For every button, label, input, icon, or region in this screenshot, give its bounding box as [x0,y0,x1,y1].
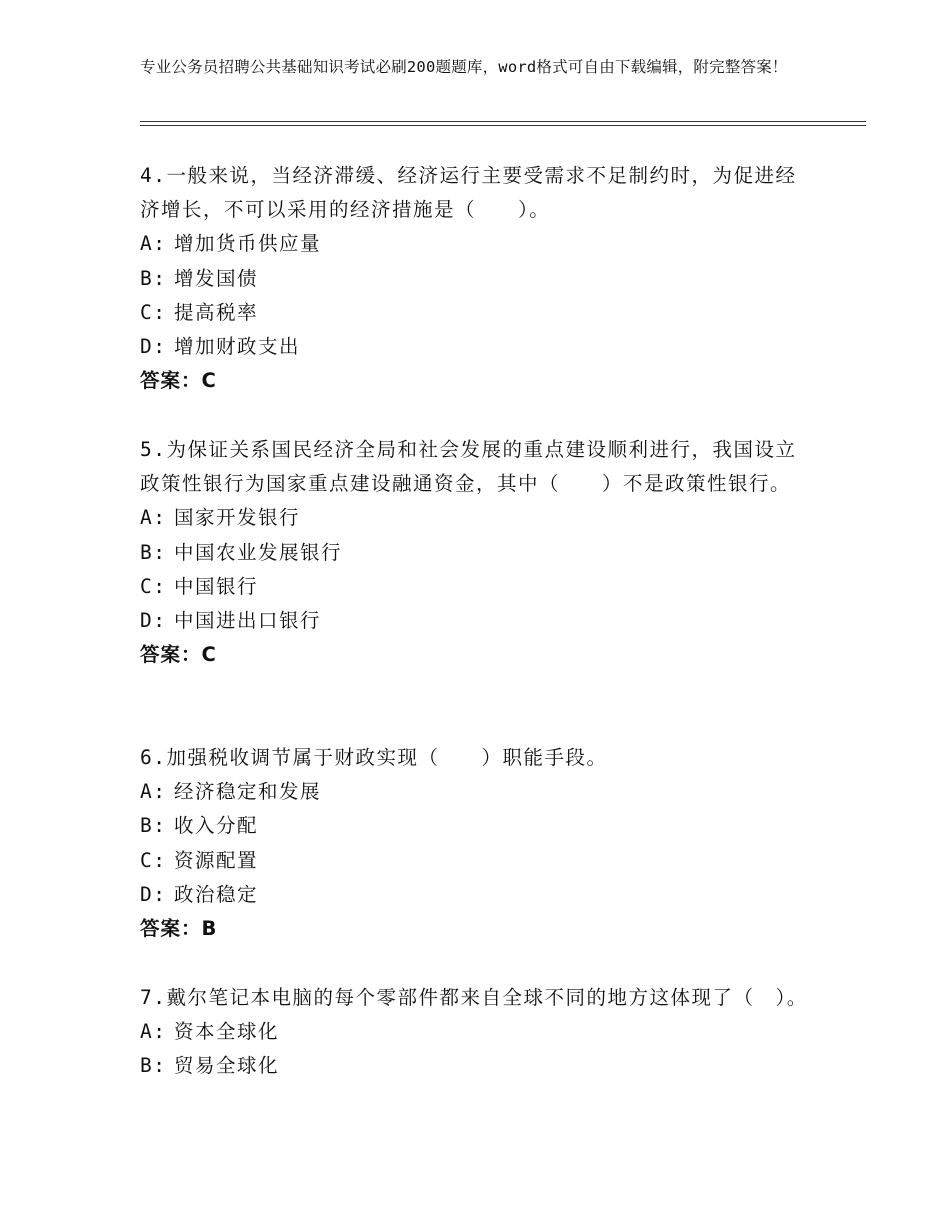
question-4 [140,159,810,398]
option-text: 资源配置 [174,848,259,872]
option-label: D: [140,882,167,906]
option-text: 增加货币供应量 [174,232,322,256]
question-stem: 5.为保证关系国民经济全局和社会发展的重点建设顺利进行，我国设立政策性银行为国家重点建设融通资金，其中（ ）不是政策性银行。 [140,438,797,496]
option-text: 政治稳定 [174,882,259,906]
option-text: 增发国债 [174,266,259,290]
header-divider-bottom [140,125,866,126]
header-divider-top [140,121,866,122]
option-a [140,775,810,809]
question-stem: 4.一般来说，当经济滞缓、经济运行主要受需求不足制约时，为促进经济增长，不可以采用的经济措施是（ ）。 [140,164,797,222]
option-label: B: [140,1054,167,1078]
option-c [140,296,810,330]
option-text: 中国银行 [174,574,259,598]
option-text: 收入分配 [174,814,259,838]
question-5 [140,433,810,672]
option-b [140,262,810,296]
option-b [140,1049,810,1083]
option-label: C: [140,300,167,324]
option-label: B: [140,814,167,838]
question-stem: 6.加强税收调节属于财政实现（ ）职能手段。 [140,746,608,769]
option-label: A: [140,780,167,804]
answer: 答案：B [140,917,218,941]
option-c [140,844,810,878]
answer: 答案：C [140,643,217,667]
option-label: B: [140,266,167,290]
option-c [140,570,810,604]
answer: 答案：C [140,369,217,393]
question-stem: 7.戴尔笔记本电脑的每个零部件都来自全球不同的地方这体现了（ ）。 [140,986,808,1009]
option-text: 增加财政支出 [174,335,301,359]
option-b [140,809,810,843]
option-d [140,330,810,364]
option-label: A: [140,232,167,256]
option-a [140,501,810,535]
option-text: 中国农业发展银行 [174,540,343,564]
option-text: 资本全球化 [174,1020,280,1044]
option-label: C: [140,574,167,598]
option-a [140,227,810,261]
option-label: A: [140,1020,167,1044]
option-text: 提高税率 [174,300,259,324]
option-a [140,1015,810,1049]
option-d [140,878,810,912]
option-label: A: [140,506,167,530]
option-text: 国家开发银行 [174,506,301,530]
option-b [140,536,810,570]
option-text: 经济稳定和发展 [174,780,322,804]
question-7 [140,981,810,1084]
option-label: B: [140,540,167,564]
option-d [140,604,810,638]
option-text: 贸易全球化 [174,1054,280,1078]
option-label: D: [140,335,167,359]
question-6 [140,741,810,946]
option-label: D: [140,609,167,633]
option-label: C: [140,848,167,872]
option-text: 中国进出口银行 [174,609,322,633]
document-header: 专业公务员招聘公共基础知识考试必刷200题题库，word格式可自由下载编辑，附完整答案！ [140,58,788,76]
